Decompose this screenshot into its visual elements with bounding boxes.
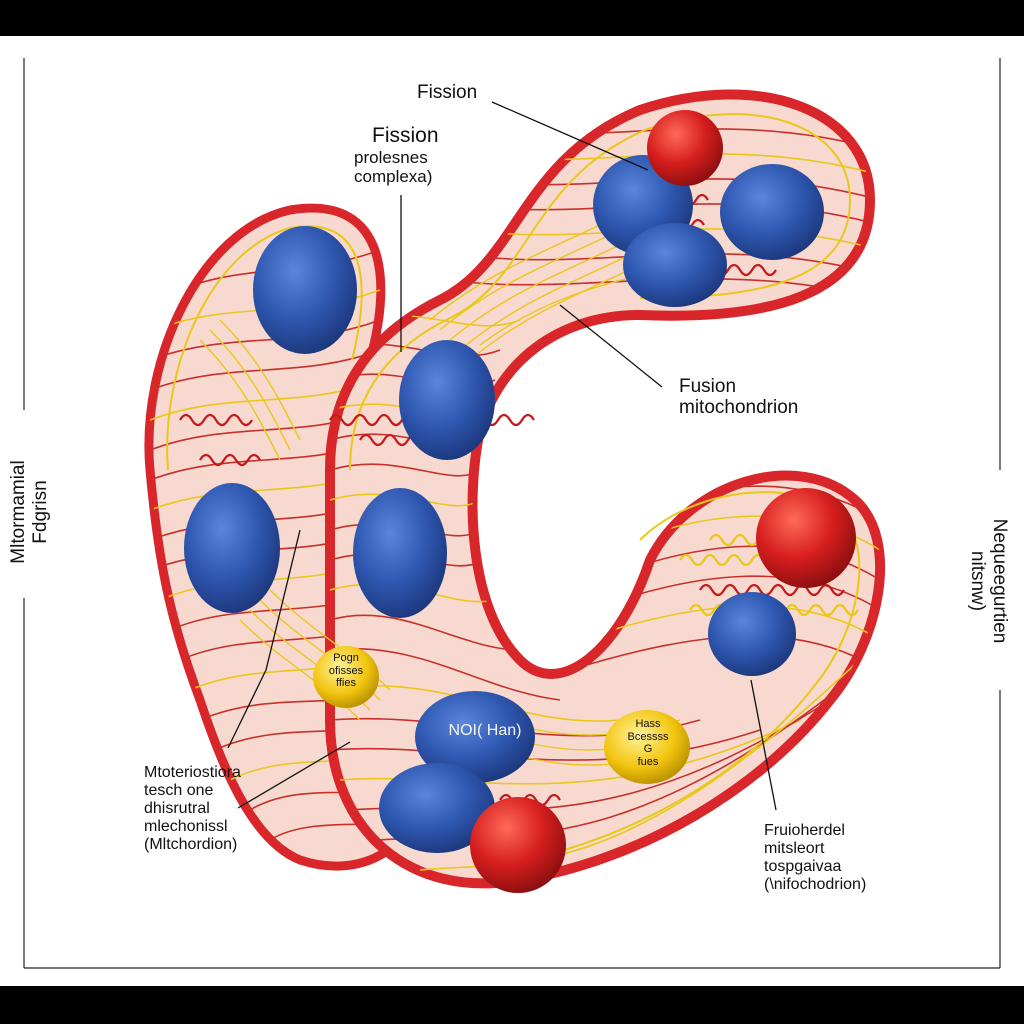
label-right-vertical [960,481,1010,681]
label-yellow-right-line3: G [643,743,653,756]
label-left-bottom-line3: dhisrutral [144,799,210,817]
label-fusion-line2: mitochondrion [679,397,799,419]
label-left-vertical-line2: Fdgrisn [29,480,51,544]
label-right-bottom-line4: (\nifochodrion) [764,875,867,893]
label-yellow-left-line2: ofisses [328,664,364,677]
nucleoid [708,592,796,676]
label-left-vertical-line1: Mltormamial [8,460,29,564]
label-left-bottom-line4: mlechonissl [144,817,228,835]
label-fission-complex-title: Fission [372,124,439,147]
label-right-vertical-line1: Nequeegurtien [989,518,1010,644]
label-yellow-body-left [313,652,379,690]
label-yellow-body-right [610,718,686,769]
label-fission-complex-line3: complexa) [354,166,433,186]
label-yellow-left-line3: ffies [336,677,356,690]
label-right-bottom [764,822,866,894]
nucleoid [253,226,357,354]
label-fission-top: Fission [417,82,478,103]
label-yellow-left-line1: Pogn [333,652,359,664]
label-right-bottom-line1: Fruioherdel [764,822,845,839]
nucleoid [353,488,447,618]
fission-protein [470,797,566,893]
label-fission-complex [354,124,439,186]
label-left-bottom-line2: tesch one [144,781,214,799]
label-yellow-right-line2: Bcessss [627,730,669,743]
label-right-bottom-line3: tospgaivaa [764,857,842,875]
label-left-bottom-line1: Mtoteriostiora [144,764,241,781]
fission-protein [756,488,856,588]
label-fusion-mitochondrion [679,376,798,419]
label-fusion-line1: Fusion [679,376,737,397]
label-left-vertical [8,412,58,612]
nucleoid [184,483,280,613]
label-left-bottom-line5: (Mltchordion) [144,835,238,853]
label-left-bottom [144,764,241,854]
label-yellow-right-line1: Hass [635,718,661,730]
nucleoid [720,164,824,260]
label-right-bottom-line2: mitsleort [764,839,825,857]
label-fission-complex-line2: prolesnes [354,147,428,167]
fission-protein [647,110,723,186]
label-right-vertical-line2: nitsnw) [967,550,989,612]
nucleoid [399,340,495,460]
label-noi-han: NOI( Han) [448,722,522,739]
label-yellow-right-line4: fues [637,755,659,768]
nucleoid [623,223,727,307]
